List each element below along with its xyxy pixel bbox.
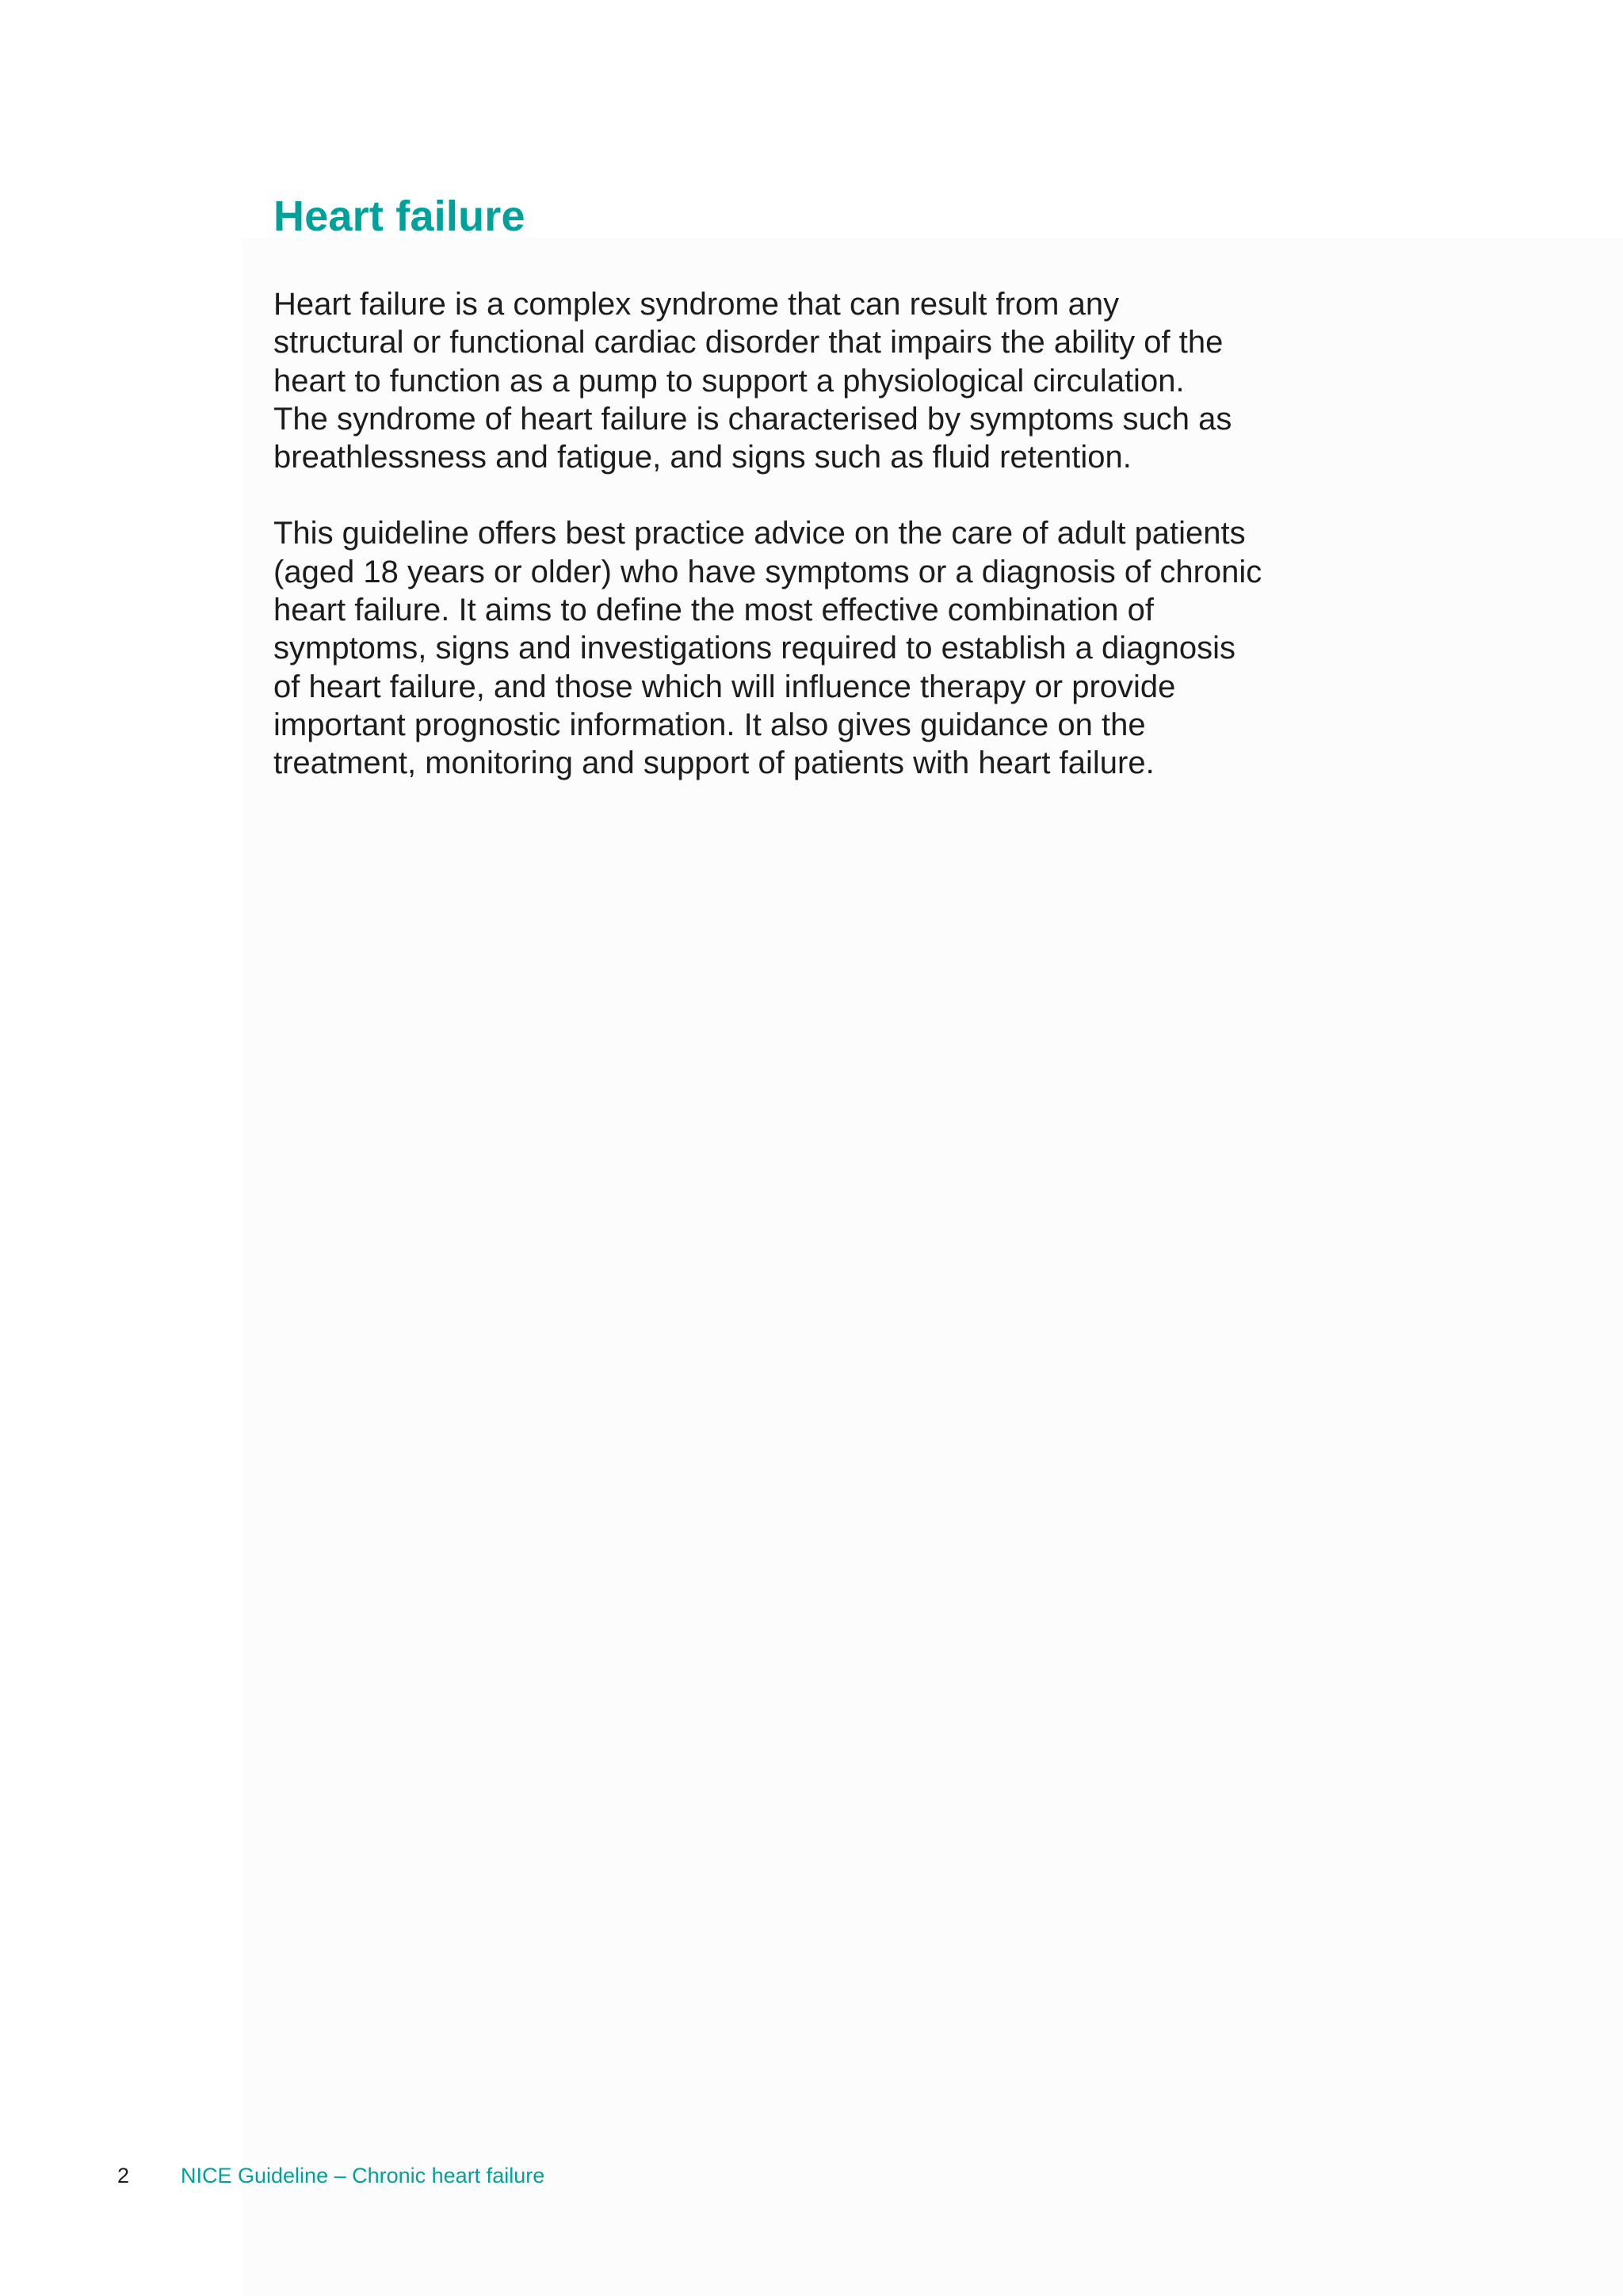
document-body: [273, 189, 1367, 783]
paragraph-line: treatment, monitoring and support of patients with heart failure.: [273, 746, 1155, 781]
paragraph-line: This guideline offers best practice advice on the care of adult patients: [273, 516, 1246, 551]
section-heading: Heart failure: [273, 193, 525, 240]
paragraph-line: breathlessness and fatigue, and signs such as fluid retention.: [273, 440, 1132, 475]
paragraph-line: The syndrome of heart failure is characterised by symptoms such as: [273, 401, 1232, 437]
guideline-scope-paragraph: [273, 514, 1367, 782]
footer-document-title: NICE Guideline – Chronic heart failure: [181, 2164, 545, 2187]
paragraph-line: Heart failure is a complex syndrome that can result from any: [273, 287, 1120, 322]
paragraph-line: symptoms, signs and investigations required to establish a diagnosis: [273, 631, 1235, 666]
intro-paragraph: [273, 285, 1367, 476]
paragraph-line: structural or functional cardiac disorder that impairs the ability of the: [273, 325, 1224, 360]
paragraph-line: heart failure. It aims to define the most effective combination of: [273, 593, 1154, 628]
paragraph-line: of heart failure, and those which will influence therapy or provide: [273, 669, 1176, 704]
page-number: 2: [117, 2164, 130, 2187]
paragraph-line: heart to function as a pump to support a physiological circulation.: [273, 363, 1185, 399]
paragraph-line: important prognostic information. It also gives guidance on the: [273, 707, 1146, 742]
paragraph-line: (aged 18 years or older) who have symptoms or a diagnosis of chronic: [273, 554, 1262, 589]
